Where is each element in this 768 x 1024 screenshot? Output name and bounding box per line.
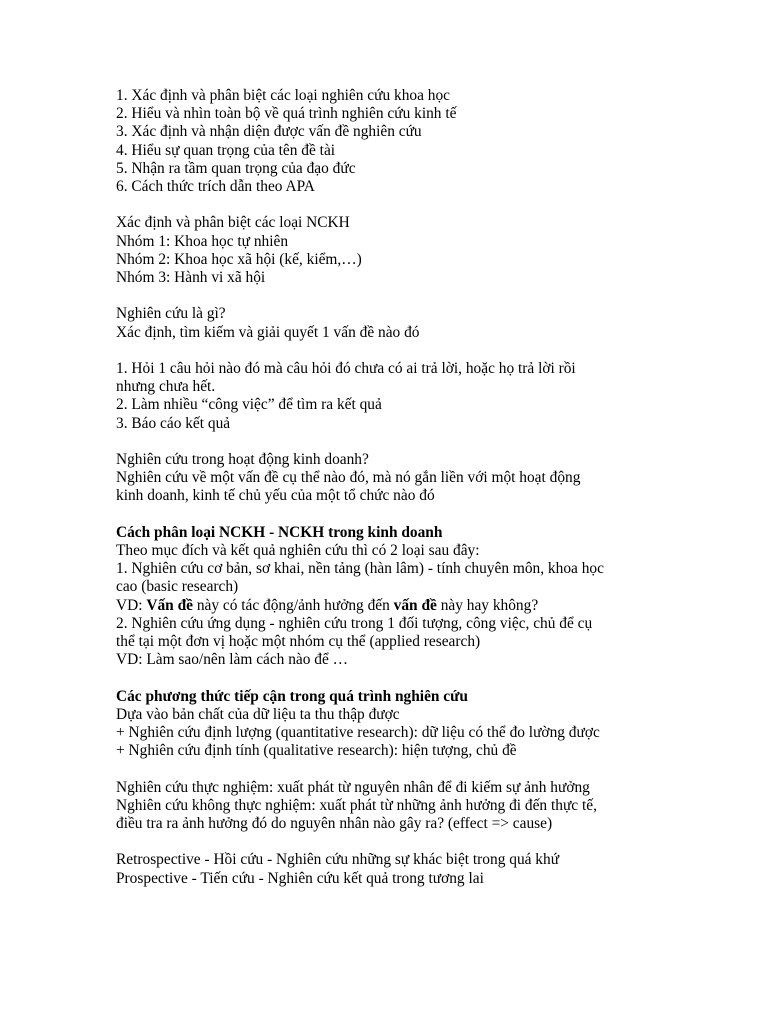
objective-item: 6. Cách thức trích dẫn theo APA — [116, 178, 315, 196]
business-section — [116, 451, 661, 506]
example-prefix: VD: — [116, 596, 147, 614]
step-line: 1. Hỏi 1 câu hỏi nào đó mà câu hỏi đó chưa có ai trả lời, hoặc họ trả lời rồi — [116, 360, 576, 377]
example-line: VD: Làm sao/nên làm cách nào để … — [116, 651, 349, 669]
groups-section — [116, 214, 661, 287]
group-item: Nhóm 1: Khoa học tự nhiên — [116, 232, 289, 250]
example-line — [116, 597, 661, 615]
steps-section — [116, 360, 661, 433]
paragraph-gap — [116, 760, 661, 778]
classification-heading: Cách phân loại NCKH - NCKH trong kinh doanh — [116, 523, 443, 541]
paragraph-gap — [116, 506, 661, 524]
timing-line: Retrospective - Hồi cứu - Nghiên cứu những sự khác biệt trong quá khứ — [116, 851, 560, 869]
objective-item: 2. Hiểu và nhìn toàn bộ về quá trình nghiên cứu kinh tế — [116, 105, 457, 123]
paragraph-gap — [116, 196, 661, 214]
step-line: 3. Báo cáo kết quả — [116, 414, 231, 432]
classification-line: 1. Nghiên cứu cơ bản, sơ khai, nền tảng (hàn lâm) - tính chuyên môn, khoa học — [116, 560, 604, 578]
classification-line: Theo mục đích và kết quả nghiên cứu thì có 2 loại sau đây: — [116, 542, 480, 559]
objective-item: 1. Xác định và phân biệt các loại nghiên cứu khoa học — [116, 87, 450, 104]
document-page — [116, 87, 661, 888]
approach-line: + Nghiên cứu định tính (qualitative research): hiện tượng, chủ đề — [116, 742, 517, 760]
experimental-section — [116, 779, 661, 834]
timing-section — [116, 851, 661, 887]
step-line: 2. Làm nhiều “công việc” để tìm ra kết quả — [116, 396, 382, 414]
example-text: này hay không? — [436, 596, 539, 614]
paragraph-gap — [116, 287, 661, 305]
objective-item: 4. Hiểu sự quan trọng của tên đề tài — [116, 141, 336, 159]
approach-line: Dựa vào bản chất của dữ liệu ta thu thập được — [116, 705, 400, 723]
classification-line: 2. Nghiên cứu ứng dụng - nghiên cứu trong 1 đối tượng, công việc, chủ để cụ — [116, 614, 593, 632]
objective-item: 3. Xác định và nhận diện được vấn đề nghiên cứu — [116, 123, 422, 141]
group-item: Nhóm 2: Khoa học xã hội (kế, kiểm,…) — [116, 250, 362, 268]
group-item: Nhóm 3: Hành vi xã hội — [116, 269, 266, 287]
emphasis-text: vấn đề — [393, 596, 437, 614]
groups-title: Xác định và phân biệt các loại NCKH — [116, 214, 350, 232]
experimental-line: Nghiên cứu thực nghiệm: xuất phát từ nguyên nhân để đi kiếm sự ảnh hưởng — [116, 778, 590, 796]
business-line: Nghiên cứu về một vấn đề cụ thể nào đó, mà nó gắn liền với một hoạt động — [116, 469, 581, 487]
business-line: kinh doanh, kinh tế chủ yếu của một tổ chức nào đó — [116, 487, 435, 505]
paragraph-gap — [116, 669, 661, 687]
answer-line: Xác định, tìm kiếm và giải quyết 1 vấn đề nào đó — [116, 323, 420, 341]
classification-line: thể tại một đơn vị hoặc một nhóm cụ thể (applied research) — [116, 633, 481, 651]
step-line: nhưng chưa hết. — [116, 378, 216, 396]
paragraph-gap — [116, 433, 661, 451]
paragraph-gap — [116, 342, 661, 360]
approaches-heading: Các phương thức tiếp cận trong quá trình nghiên cứu — [116, 687, 468, 705]
question-line: Nghiên cứu là gì? — [116, 305, 226, 323]
experimental-line: Nghiên cứu không thực nghiệm: xuất phát từ những ảnh hưởng đi đến thực tế, — [116, 796, 597, 814]
experimental-line: điều tra ra ảnh hưởng đó do nguyên nhân nào gây ra? (effect => cause) — [116, 815, 553, 833]
business-question: Nghiên cứu trong hoạt động kinh doanh? — [116, 451, 369, 468]
objectives-list — [116, 87, 661, 196]
classification-section — [116, 524, 661, 670]
classification-line: cao (basic research) — [116, 578, 239, 596]
paragraph-gap — [116, 833, 661, 851]
approach-line: + Nghiên cứu định lượng (quantitative research): dữ liệu có thể đo lường được — [116, 724, 600, 742]
timing-line: Prospective - Tiến cứu - Nghiên cứu kết quả trong tương lai — [116, 869, 484, 887]
approaches-section — [116, 688, 661, 761]
example-text: này có tác động/ảnh hưởng đến — [192, 596, 394, 614]
objective-item: 5. Nhận ra tầm quan trọng của đạo đức — [116, 159, 356, 177]
what-is-research-section — [116, 305, 661, 341]
emphasis-text: Vấn đề — [146, 596, 193, 614]
